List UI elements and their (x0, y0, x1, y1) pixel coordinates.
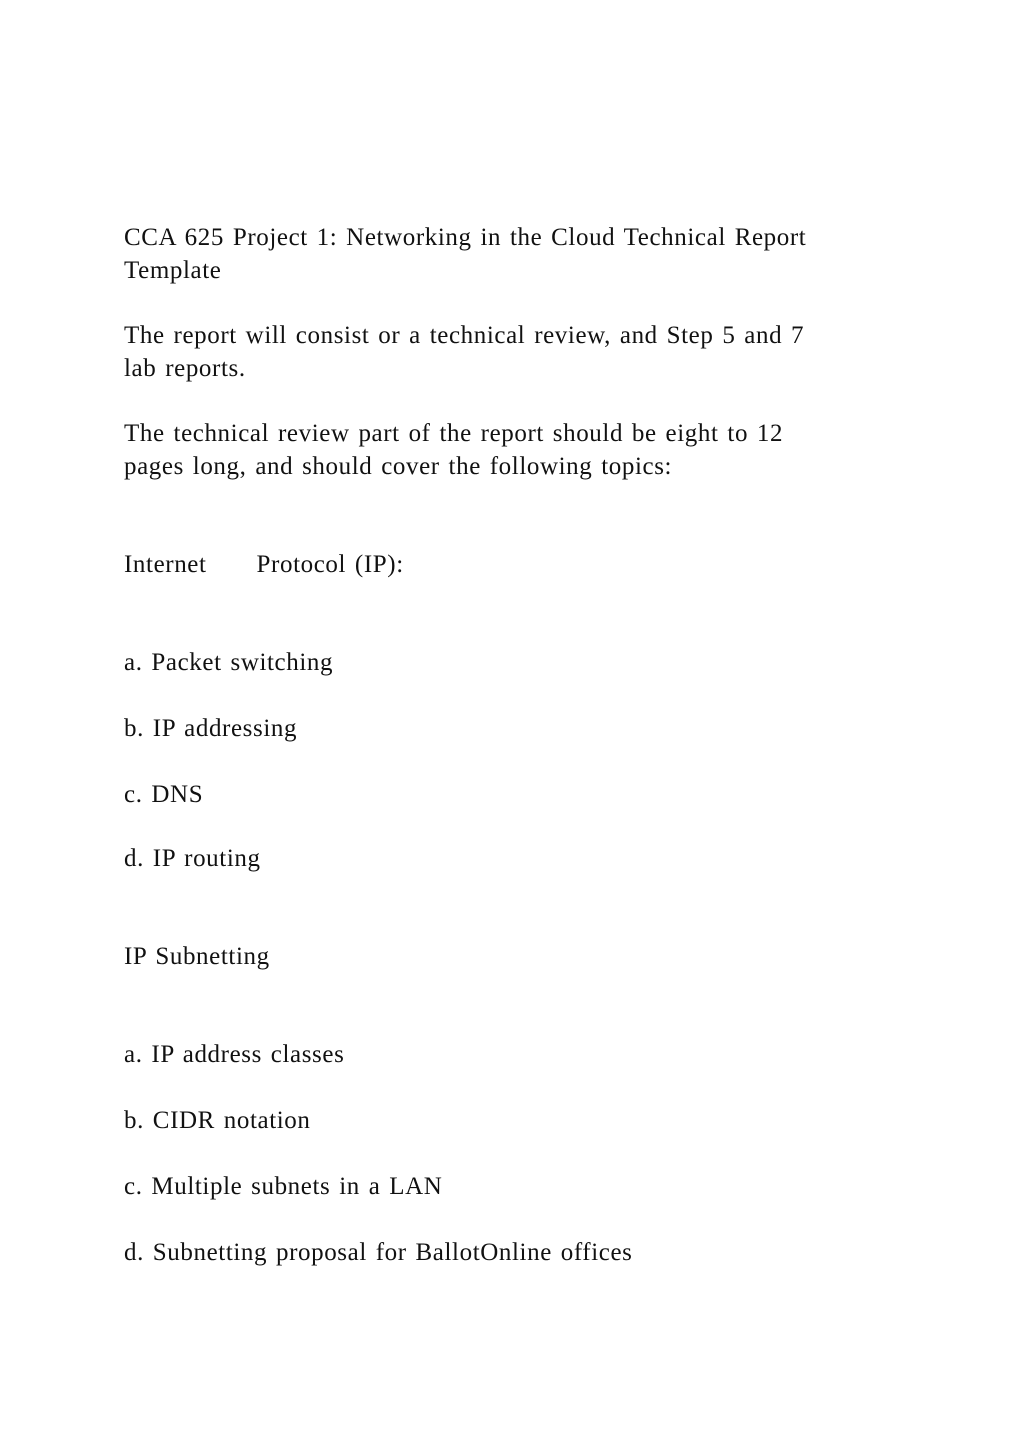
list-item: b. CIDR notation (124, 1107, 311, 1134)
section-heading-ip (124, 548, 884, 581)
list-item: b. IP addressing (124, 715, 298, 742)
section-heading-subnetting: IP Subnetting (124, 943, 270, 970)
list-item: c. Multiple subnets in a LAN (124, 1173, 443, 1200)
list-item: d. Subnetting proposal for BallotOnline offices (124, 1239, 633, 1266)
paragraph-2-line-1: The technical review part of the report should be eight to 12 (124, 420, 784, 447)
paragraph-1-line-2: lab reports. (124, 355, 246, 382)
paragraph-2-line-2: pages long, and should cover the following topics: (124, 453, 673, 480)
list-item: a. IP address classes (124, 1041, 345, 1068)
title-line-1: CCA 625 Project 1: Networking in the Cloud Technical Report (124, 224, 807, 251)
section-heading-ip-part1: Internet (124, 551, 207, 578)
list-item: d. IP routing (124, 845, 261, 872)
list-item: a. Packet switching (124, 649, 334, 676)
list-item: c. DNS (124, 781, 204, 808)
section-heading-ip-part2: Protocol (IP): (256, 551, 404, 578)
paragraph-1-line-1: The report will consist or a technical review, and Step 5 and 7 (124, 322, 805, 349)
title-line-2: Template (124, 257, 222, 284)
